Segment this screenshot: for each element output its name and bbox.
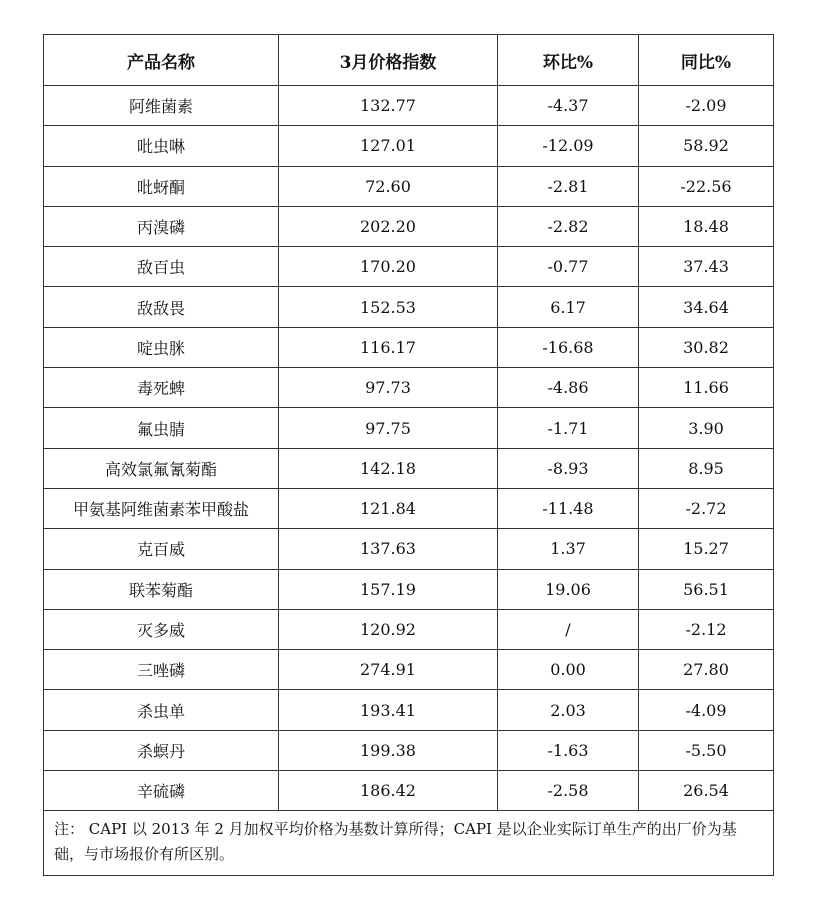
product-name-cell: 甲氨基阿维菌素苯甲酸盐 [44, 488, 279, 528]
table-note: 注： CAPI 以 2013 年 2 月加权平均价格为基数计算所得；CAPI 是以企业实际订单生产的出厂价为基础，与市场报价有所区别。 [44, 811, 774, 876]
mom-change-cell: -0.77 [498, 247, 639, 287]
yoy-change-cell: 15.27 [639, 529, 774, 569]
yoy-change-cell: -2.72 [639, 488, 774, 528]
product-name-cell: 三唑磷 [44, 650, 279, 690]
product-name-cell: 高效氯氟氰菊酯 [44, 448, 279, 488]
table-row [44, 327, 774, 367]
price-index-cell: 157.19 [279, 569, 498, 609]
price-index-cell: 132.77 [279, 86, 498, 126]
mom-change-cell: 19.06 [498, 569, 639, 609]
table-row [44, 690, 774, 730]
mom-change-cell: -4.86 [498, 368, 639, 408]
table-row [44, 247, 774, 287]
price-index-cell: 193.41 [279, 690, 498, 730]
table-header-row [44, 35, 774, 86]
mom-change-cell: -1.63 [498, 730, 639, 770]
yoy-change-cell: -2.12 [639, 609, 774, 649]
yoy-change-cell: -5.50 [639, 730, 774, 770]
price-index-cell: 170.20 [279, 247, 498, 287]
product-name-cell: 克百威 [44, 529, 279, 569]
header-product-name: 产品名称 [44, 35, 279, 86]
table-row [44, 126, 774, 166]
yoy-change-cell: -2.09 [639, 86, 774, 126]
mom-change-cell: / [498, 609, 639, 649]
yoy-change-cell: 18.48 [639, 206, 774, 246]
product-name-cell: 联苯菊酯 [44, 569, 279, 609]
price-index-cell: 97.75 [279, 408, 498, 448]
note-row [44, 811, 774, 876]
yoy-change-cell: 27.80 [639, 650, 774, 690]
product-name-cell: 吡虫啉 [44, 126, 279, 166]
table-row [44, 529, 774, 569]
product-name-cell: 敌敌畏 [44, 287, 279, 327]
price-index-cell: 199.38 [279, 730, 498, 770]
table-row [44, 771, 774, 811]
mom-change-cell: 6.17 [498, 287, 639, 327]
product-name-cell: 杀虫单 [44, 690, 279, 730]
mom-change-cell: -2.82 [498, 206, 639, 246]
price-index-cell: 72.60 [279, 166, 498, 206]
product-name-cell: 吡蚜酮 [44, 166, 279, 206]
table-row [44, 86, 774, 126]
product-name-cell: 阿维菌素 [44, 86, 279, 126]
mom-change-cell: -11.48 [498, 488, 639, 528]
price-index-table [43, 34, 774, 876]
yoy-change-cell: -4.09 [639, 690, 774, 730]
mom-change-cell: -2.81 [498, 166, 639, 206]
product-name-cell: 敌百虫 [44, 247, 279, 287]
price-index-cell: 116.17 [279, 327, 498, 367]
price-index-cell: 97.73 [279, 368, 498, 408]
table-row [44, 408, 774, 448]
mom-change-cell: -16.68 [498, 327, 639, 367]
price-index-cell: 202.20 [279, 206, 498, 246]
product-name-cell: 杀螟丹 [44, 730, 279, 770]
price-index-cell: 120.92 [279, 609, 498, 649]
product-name-cell: 氟虫腈 [44, 408, 279, 448]
mom-change-cell: -1.71 [498, 408, 639, 448]
yoy-change-cell: 3.90 [639, 408, 774, 448]
yoy-change-cell: 8.95 [639, 448, 774, 488]
mom-change-cell: -12.09 [498, 126, 639, 166]
yoy-change-cell: 11.66 [639, 368, 774, 408]
yoy-change-cell: -22.56 [639, 166, 774, 206]
yoy-change-cell: 30.82 [639, 327, 774, 367]
price-index-cell: 186.42 [279, 771, 498, 811]
mom-change-cell: -8.93 [498, 448, 639, 488]
yoy-change-cell: 26.54 [639, 771, 774, 811]
mom-change-cell: 2.03 [498, 690, 639, 730]
yoy-change-cell: 58.92 [639, 126, 774, 166]
price-index-cell: 274.91 [279, 650, 498, 690]
price-index-cell: 121.84 [279, 488, 498, 528]
table-row [44, 488, 774, 528]
table-row [44, 206, 774, 246]
product-name-cell: 灭多威 [44, 609, 279, 649]
table-row [44, 609, 774, 649]
price-index-cell: 137.63 [279, 529, 498, 569]
mom-change-cell: -2.58 [498, 771, 639, 811]
price-index-cell: 142.18 [279, 448, 498, 488]
product-name-cell: 啶虫脒 [44, 327, 279, 367]
mom-change-cell: 1.37 [498, 529, 639, 569]
price-index-cell: 152.53 [279, 287, 498, 327]
product-name-cell: 丙溴磷 [44, 206, 279, 246]
header-mom-change: 环比% [498, 35, 639, 86]
table-row [44, 730, 774, 770]
yoy-change-cell: 37.43 [639, 247, 774, 287]
table-row [44, 368, 774, 408]
yoy-change-cell: 34.64 [639, 287, 774, 327]
header-price-index: 3月价格指数 [279, 35, 498, 86]
table-row [44, 448, 774, 488]
mom-change-cell: -4.37 [498, 86, 639, 126]
header-yoy-change: 同比% [639, 35, 774, 86]
product-name-cell: 辛硫磷 [44, 771, 279, 811]
table-row [44, 569, 774, 609]
table-row [44, 287, 774, 327]
mom-change-cell: 0.00 [498, 650, 639, 690]
yoy-change-cell: 56.51 [639, 569, 774, 609]
table-row [44, 166, 774, 206]
product-name-cell: 毒死蜱 [44, 368, 279, 408]
table-row [44, 650, 774, 690]
price-index-cell: 127.01 [279, 126, 498, 166]
